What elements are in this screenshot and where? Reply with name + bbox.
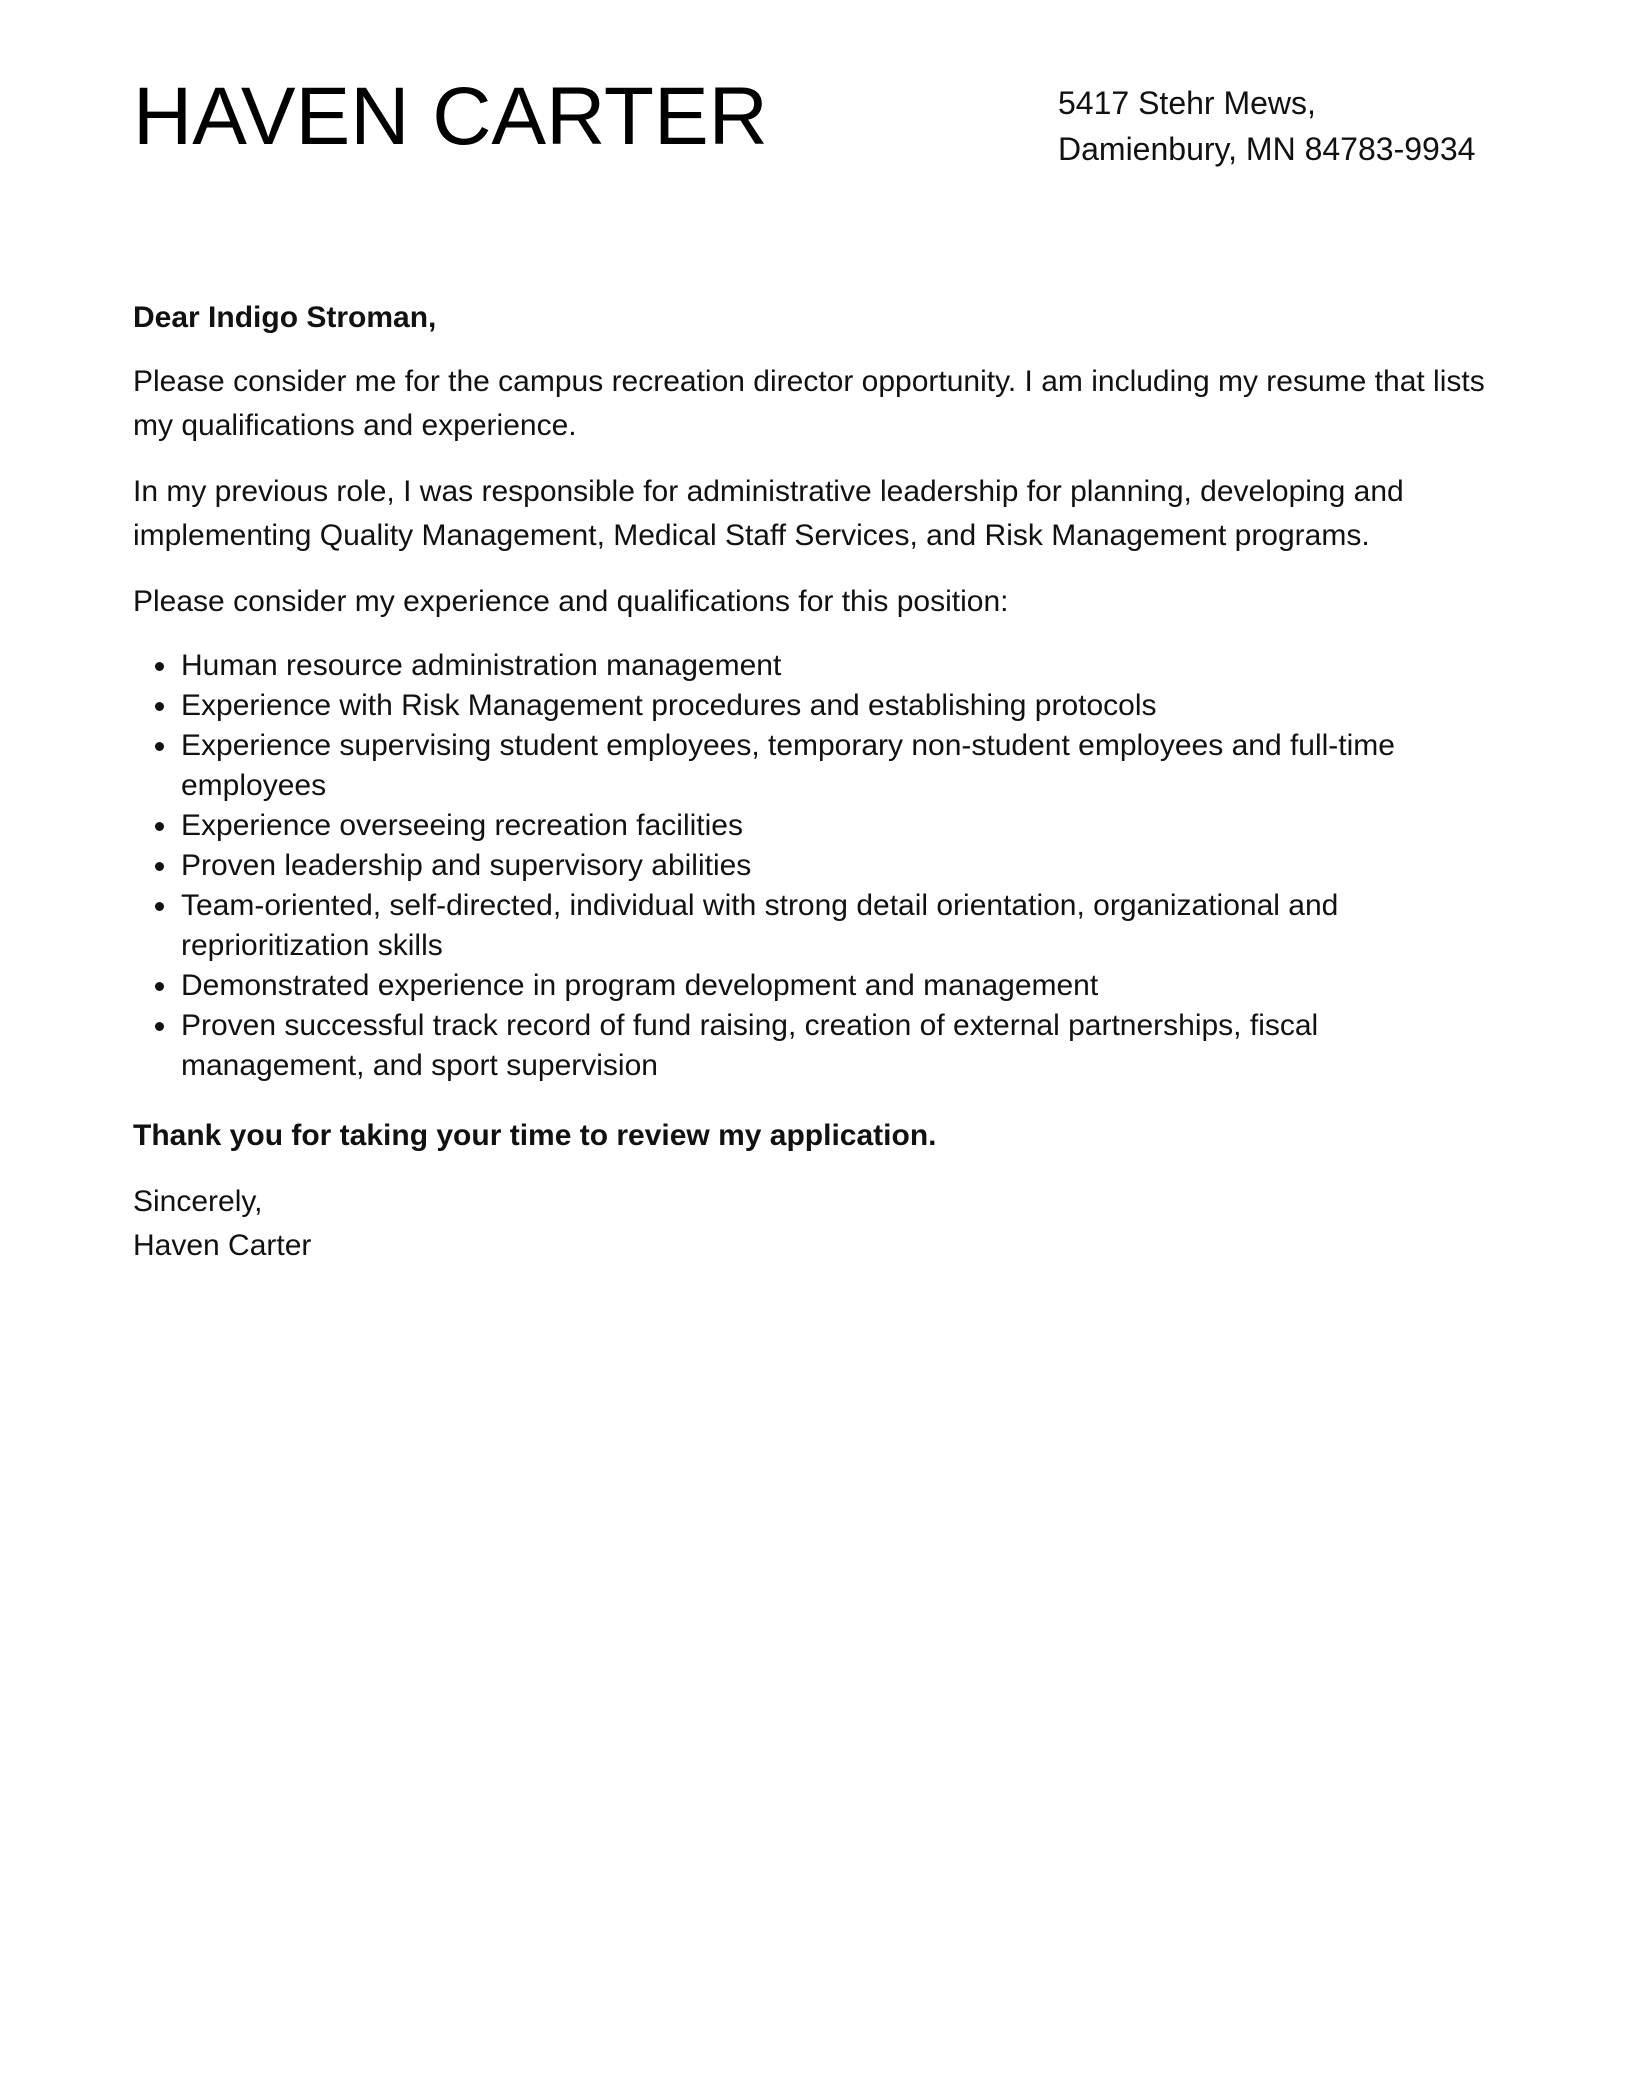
address-line-1: 5417 Stehr Mews, <box>1058 85 1316 121</box>
bullet-icon <box>155 822 164 831</box>
signoff-block <box>133 1180 1503 1268</box>
qualifications-intro: Please consider my experience and qualifications for this position: <box>133 585 1009 618</box>
signoff: Sincerely, <box>133 1185 263 1218</box>
bullet-icon <box>155 702 164 711</box>
applicant-name: HAVEN CARTER <box>133 71 768 162</box>
signature-name: Haven Carter <box>133 1229 312 1262</box>
letter-body <box>133 296 1503 1268</box>
list-item-text: Experience overseeing recreation facilities <box>181 809 743 842</box>
bullet-icon <box>155 742 164 751</box>
bullet-icon <box>155 862 164 871</box>
list-item-text: Proven leadership and supervisory abilities <box>181 849 752 882</box>
list-item <box>181 966 1503 1006</box>
list-item <box>181 726 1503 806</box>
list-item <box>181 1006 1503 1086</box>
list-item <box>181 846 1503 886</box>
list-item <box>181 686 1503 726</box>
list-item-text: Team-oriented, self-directed, individual with strong detail orientation, organizational and reprioritization skills <box>181 889 1339 962</box>
bullet-icon <box>155 1022 164 1031</box>
list-item <box>181 886 1503 966</box>
list-item-text: Demonstrated experience in program development and management <box>181 969 1099 1002</box>
address-line-2: Damienbury, MN 84783-9934 <box>1058 131 1476 167</box>
applicant-address <box>1058 80 1598 172</box>
list-item-text: Proven successful track record of fund raising, creation of external partnerships, fiscal management, and sport supervision <box>181 1009 1319 1082</box>
bullet-icon <box>155 982 164 991</box>
qualifications-list <box>133 646 1503 1086</box>
previous-role-paragraph: In my previous role, I was responsible for administrative leadership for planning, developing and implementing Quality Management, Medical Staff Services, and Risk Management programs. <box>133 475 1404 552</box>
list-item-text: Experience with Risk Management procedures and establishing protocols <box>181 689 1157 722</box>
list-item-text: Experience supervising student employees, temporary non-student employees and full-time employees <box>181 729 1395 802</box>
list-item-text: Human resource administration management <box>181 649 782 682</box>
intro-paragraph: Please consider me for the campus recreation director opportunity. I am including my resume that lists my qualifications and experience. <box>133 365 1485 442</box>
list-item <box>181 806 1503 846</box>
list-item <box>181 646 1503 686</box>
bullet-icon <box>155 662 164 671</box>
salutation: Dear Indigo Stroman, <box>133 301 437 334</box>
bullet-icon <box>155 902 164 911</box>
closing-line: Thank you for taking your time to review my application. <box>133 1119 937 1152</box>
